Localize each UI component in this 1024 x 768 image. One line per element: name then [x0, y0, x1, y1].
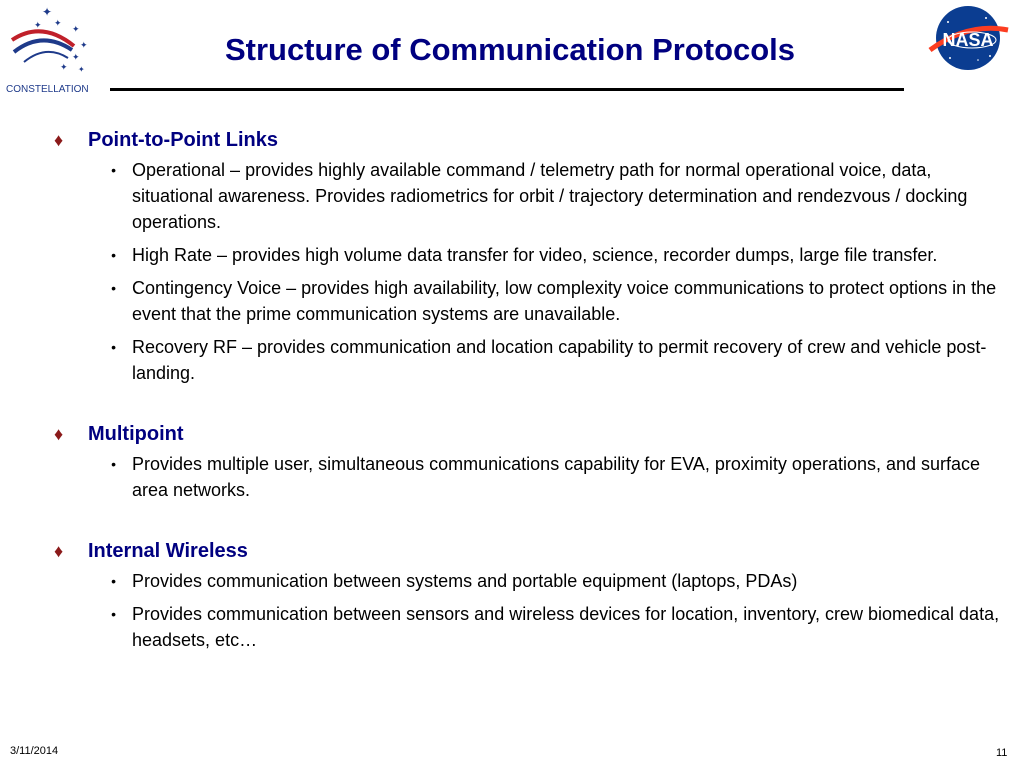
svg-text:✦: ✦ — [42, 5, 53, 19]
nasa-logo — [928, 4, 1010, 72]
bullet-list — [54, 451, 1004, 503]
list-item — [54, 242, 1004, 268]
bullet-list — [54, 157, 1004, 386]
svg-text:✦: ✦ — [78, 65, 85, 74]
dot-bullet-icon: • — [111, 247, 116, 263]
list-item-text: High Rate – provides high volume data transfer for video, science, recorder dumps, large file transfer. — [132, 245, 938, 265]
slide-content — [54, 126, 1004, 653]
svg-text:✦: ✦ — [72, 53, 80, 63]
list-item — [54, 568, 1004, 594]
svg-text:✦: ✦ — [34, 21, 42, 31]
dot-bullet-icon: • — [111, 339, 116, 355]
list-item — [54, 275, 1004, 327]
title-divider — [110, 88, 904, 91]
svg-text:✦: ✦ — [80, 41, 88, 51]
svg-text:✦: ✦ — [72, 25, 80, 35]
dot-bullet-icon: • — [111, 573, 116, 589]
diamond-bullet-icon: ♦ — [54, 424, 64, 444]
dot-bullet-icon: • — [111, 162, 116, 178]
bullet-list — [54, 568, 1004, 653]
dot-bullet-icon: • — [111, 280, 116, 296]
page-number: 11 — [996, 747, 1008, 759]
svg-text:✦: ✦ — [54, 19, 62, 29]
section-title: Multipoint — [88, 423, 184, 445]
constellation-logo — [2, 0, 110, 100]
svg-text:✦: ✦ — [60, 63, 68, 73]
section-heading — [54, 420, 1004, 448]
list-item-text: Contingency Voice – provides high availability, low complexity voice communications to protect options in the event that the prime communication systems are unavailable. — [132, 278, 997, 324]
section-title: Point-to-Point Links — [88, 129, 278, 151]
page-title: Structure of Communication Protocols — [224, 32, 796, 67]
section-heading — [54, 537, 1004, 565]
section-title: Internal Wireless — [88, 540, 248, 562]
dot-bullet-icon: • — [111, 456, 116, 472]
list-item — [54, 601, 1004, 653]
list-item — [54, 157, 1004, 235]
footer-date: 3/11/2014 — [10, 745, 59, 757]
dot-bullet-icon: • — [111, 606, 116, 622]
section-heading — [54, 126, 1004, 154]
nasa-logo-text: NASA — [942, 30, 994, 50]
list-item-text: Provides communication between systems and portable equipment (laptops, PDAs) — [132, 571, 798, 591]
list-item — [54, 451, 1004, 503]
section-internal-wireless — [54, 537, 1004, 653]
section-point-to-point — [54, 126, 1004, 386]
list-item-text: Operational – provides highly available command / telemetry path for normal operational voice, data, situational awareness. Provides radiometrics for orbit / trajectory determination and rendezvous / docking operations. — [132, 160, 968, 232]
diamond-bullet-icon: ♦ — [54, 541, 64, 561]
section-multipoint — [54, 420, 1004, 503]
list-item-text: Provides multiple user, simultaneous communications capability for EVA, proximity operations, and surface area networks. — [132, 454, 981, 500]
constellation-logo-text: CONSTELLATION — [6, 84, 89, 95]
diamond-bullet-icon: ♦ — [54, 130, 64, 150]
list-item — [54, 334, 1004, 386]
list-item-text: Provides communication between sensors and wireless devices for location, inventory, crew biomedical data, headsets, etc… — [132, 604, 1000, 650]
list-item-text: Recovery RF – provides communication and location capability to permit recovery of crew and vehicle post-landing. — [132, 337, 987, 383]
